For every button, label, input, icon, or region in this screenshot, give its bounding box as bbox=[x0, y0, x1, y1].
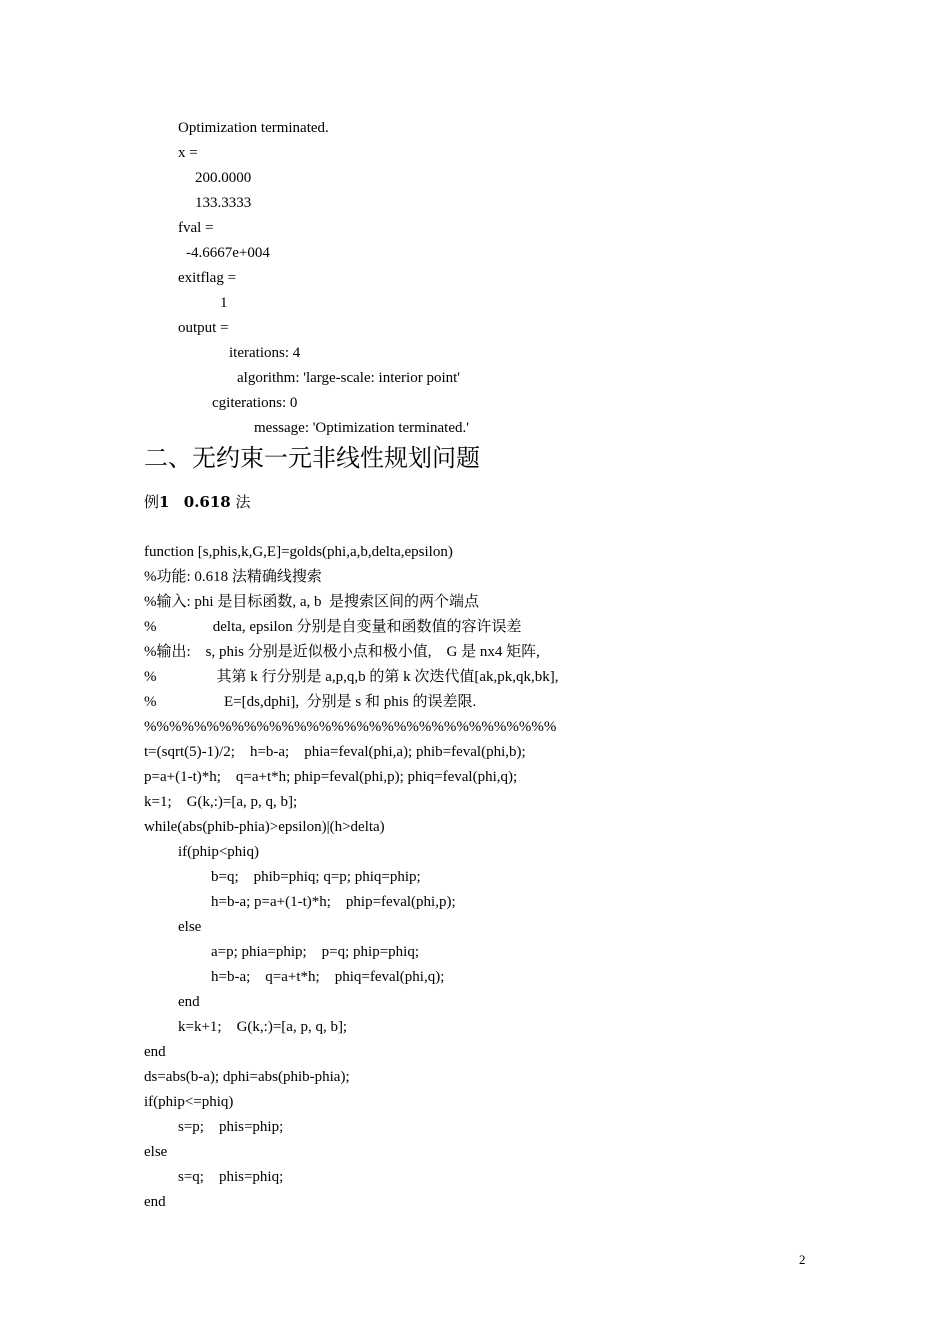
code-line: end bbox=[178, 994, 200, 1010]
code-line: k=k+1; G(k,:)=[a, p, q, b]; bbox=[178, 1019, 348, 1035]
section-heading: 二、无约束一元非线性规划问题 bbox=[144, 444, 480, 472]
output-line: -4.6667e+004 bbox=[186, 245, 270, 261]
code-line: end bbox=[144, 1044, 166, 1060]
output-line: fval = bbox=[178, 220, 214, 236]
example-number: 1 bbox=[159, 493, 170, 511]
output-line: 133.3333 bbox=[195, 195, 252, 211]
code-line: ds=abs(b-a); dphi=abs(phib-phia); bbox=[144, 1069, 350, 1085]
code-line: s=p; phis=phip; bbox=[178, 1119, 284, 1135]
code-line: while(abs(phib-phia)>epsilon)|(h>delta) bbox=[144, 819, 385, 835]
output-line: x = bbox=[178, 145, 198, 161]
code-line: else bbox=[178, 919, 202, 935]
code-line: h=b-a; q=a+t*h; phiq=feval(phi,q); bbox=[211, 969, 445, 985]
code-line: function [s,phis,k,G,E]=golds(phi,a,b,delta,epsilon) bbox=[144, 544, 453, 560]
example-method-number: 0.618 bbox=[183, 493, 231, 511]
output-line: algorithm: 'large-scale: interior point' bbox=[237, 370, 460, 386]
code-line: if(phip<phiq) bbox=[178, 844, 259, 860]
code-line: %输入: phi 是目标函数, a, b 是搜索区间的两个端点 bbox=[144, 594, 479, 610]
code-line: s=q; phis=phiq; bbox=[178, 1169, 284, 1185]
output-line: 200.0000 bbox=[195, 170, 252, 186]
output-line: Optimization terminated. bbox=[178, 120, 329, 136]
code-line: %功能: 0.618 法精确线搜索 bbox=[144, 569, 322, 585]
code-line: % 其第 k 行分别是 a,p,q,b 的第 k 次迭代值[ak,pk,qk,bk], bbox=[144, 669, 559, 685]
code-line: % E=[ds,dphi], 分别是 s 和 phis 的误差限. bbox=[144, 694, 477, 710]
code-line: p=a+(1-t)*h; q=a+t*h; phip=feval(phi,p); phiq=feval(phi,q); bbox=[144, 769, 518, 785]
code-line: end bbox=[144, 1194, 166, 1210]
code-line: t=(sqrt(5)-1)/2; h=b-a; phia=feval(phi,a); phib=feval(phi,b); bbox=[144, 744, 526, 760]
code-line: %%%%%%%%%%%%%%%%%%%%%%%%%%%%%%%%% bbox=[144, 719, 557, 735]
example-method-suffix: 法 bbox=[235, 493, 251, 511]
output-line: cgiterations: 0 bbox=[212, 395, 298, 411]
code-line: %输出: s, phis 分别是近似极小点和极小值, G 是 nx4 矩阵, bbox=[144, 644, 540, 660]
output-line: exitflag = bbox=[178, 270, 237, 286]
output-line: 1 bbox=[220, 295, 228, 311]
output-line: message: 'Optimization terminated.' bbox=[254, 420, 469, 436]
code-line: % delta, epsilon 分别是自变量和函数值的容许误差 bbox=[144, 619, 522, 635]
code-line: a=p; phia=phip; p=q; phip=phiq; bbox=[211, 944, 419, 960]
code-line: b=q; phib=phiq; q=p; phiq=phip; bbox=[211, 869, 421, 885]
code-line: k=1; G(k,:)=[a, p, q, b]; bbox=[144, 794, 298, 810]
output-line: iterations: 4 bbox=[229, 345, 301, 361]
output-line: output = bbox=[178, 320, 229, 336]
code-line: if(phip<=phiq) bbox=[144, 1094, 234, 1110]
example-prefix: 例 bbox=[144, 493, 160, 511]
page-number: 2 bbox=[799, 1252, 806, 1267]
code-line: h=b-a; p=a+(1-t)*h; phip=feval(phi,p); bbox=[211, 894, 456, 910]
example-label bbox=[144, 492, 251, 512]
code-line: else bbox=[144, 1144, 168, 1160]
